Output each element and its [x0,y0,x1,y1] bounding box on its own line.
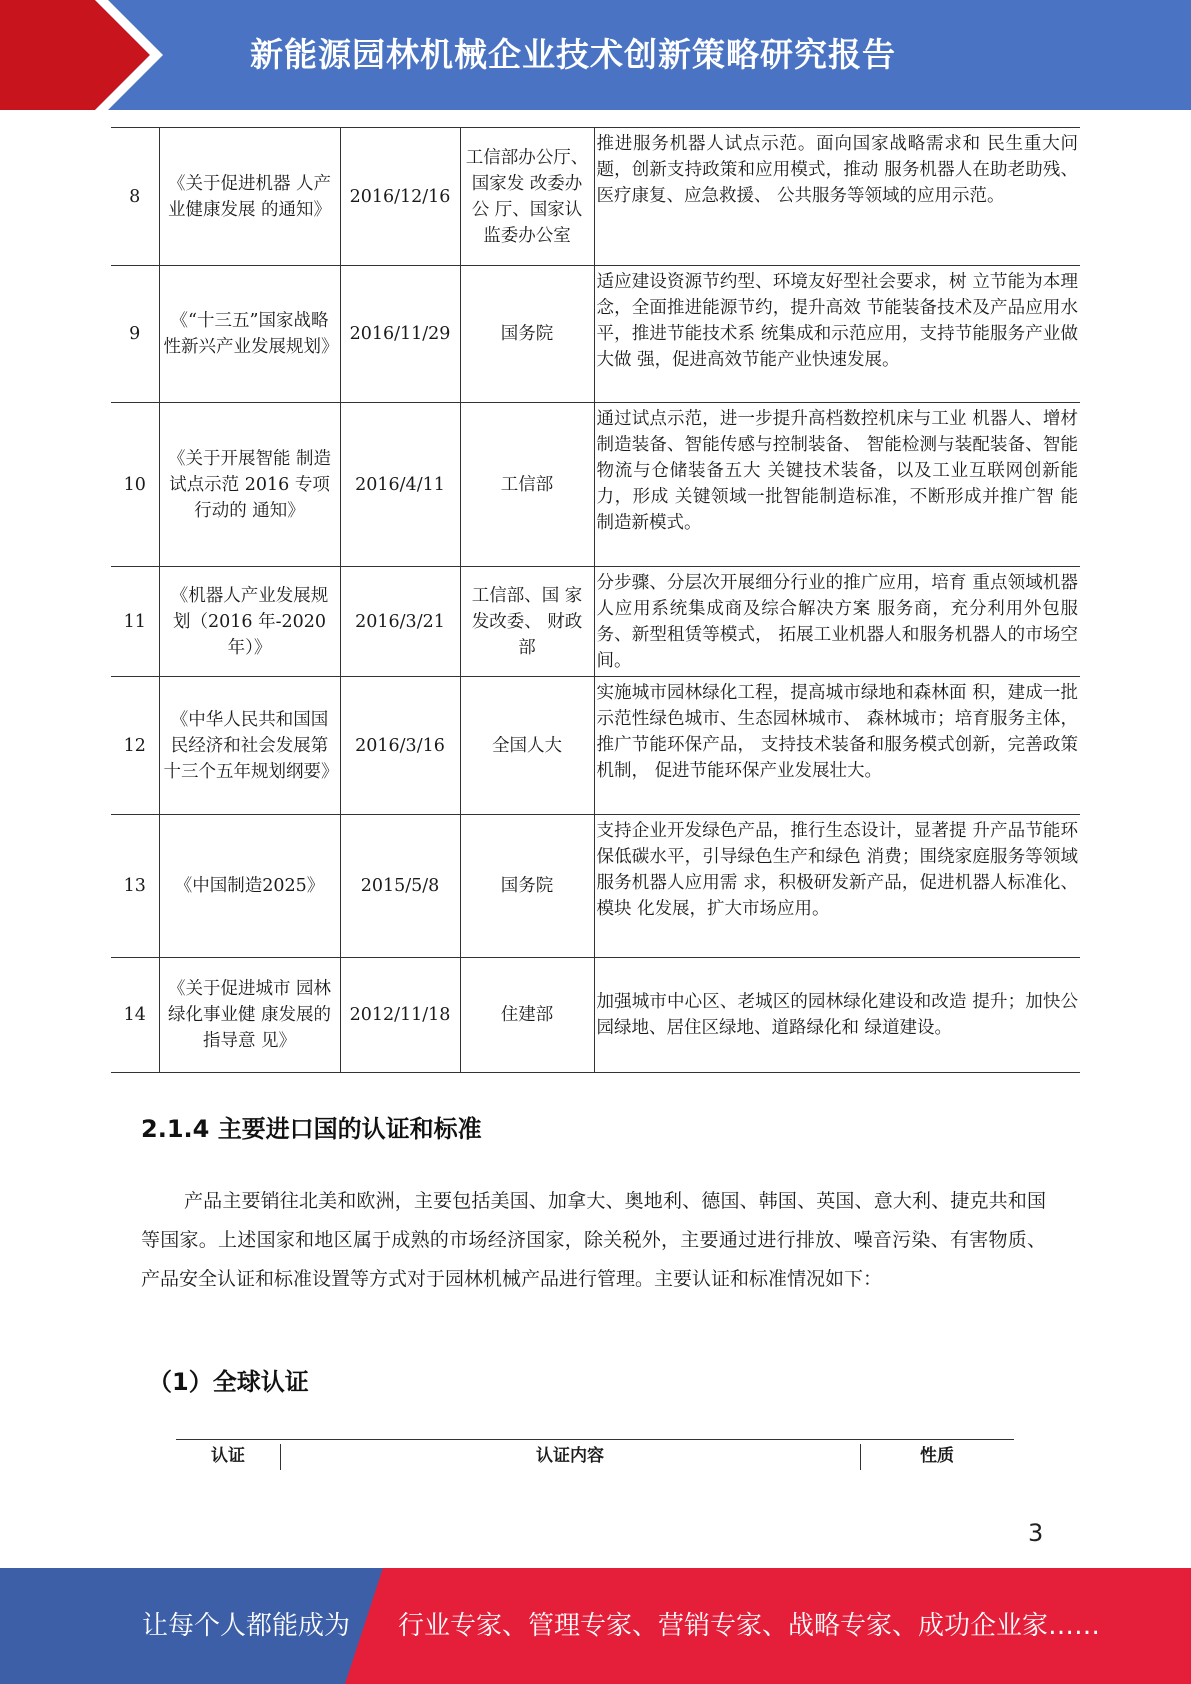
footer-slogan-right: 行业专家、管理专家、营销专家、战略专家、成功企业家…… [398,1611,1101,1641]
issuing-department: 国务院 [460,815,594,958]
report-title: 新能源园林机械企业技术创新策略研究报告 [250,35,896,74]
section-heading: 2.1.4 主要进口国的认证和标准 [141,1115,482,1143]
policy-table [111,127,1080,1073]
policy-name: 《关于促进城市 园林绿化事业健 康发展的指导意 见》 [159,958,340,1073]
policy-content: 适应建设资源节约型、环境友好型社会要求，树 立节能为本理念，全面推进能源节约，提升高效 节能装备技术及产品应用水平，推进节能技术系 统集成和示范应用，支持节能服务产业做大做 强，促进高效节能产业快速发展。 [594,266,1080,403]
issuing-department: 全国人大 [460,677,594,815]
policy-date: 2016/3/21 [340,567,460,677]
policy-name: 《“十三五”国家战略性新兴产业发展规划》 [159,266,340,403]
issuing-department: 国务院 [460,266,594,403]
row-number: 12 [111,677,159,815]
policy-date: 2016/3/16 [340,677,460,815]
policy-date: 2016/4/11 [340,403,460,567]
row-number: 10 [111,403,159,567]
policy-date: 2015/5/8 [340,815,460,958]
header-red-arrow [0,0,150,110]
policy-name: 《关于开展智能 制造试点示范 2016 专项行动的 通知》 [159,403,340,567]
issuing-department: 工信部、国 家发改委、 财政部 [460,567,594,677]
policy-date: 2016/12/16 [340,128,460,266]
page-footer [0,1568,1191,1684]
table-row [111,677,1080,815]
policy-content: 分步骤、分层次开展细分行业的推广应用，培育 重点领域机器人应用系统集成商及综合解决方案 服务商，充分利用外包服务、新型租赁等模式， 拓展工业机器人和服务机器人的市场空间。 [594,567,1080,677]
row-number: 8 [111,128,159,266]
policy-name: 《机器人产业发展规划（2016 年-2020 年）》 [159,567,340,677]
row-number: 13 [111,815,159,958]
certification-table-header [176,1439,1014,1471]
column-header-nature: 性质 [920,1446,954,1466]
table-row [111,567,1080,677]
policy-name: 《关于促进机器 人产业健康发展 的通知》 [159,128,340,266]
issuing-department: 工信部 [460,403,594,567]
row-number: 9 [111,266,159,403]
column-header-cert: 认证 [211,1446,245,1466]
policy-content: 加强城市中心区、老城区的园林绿化建设和改造 提升；加快公园绿地、居住区绿地、道路绿化和 绿道建设。 [594,958,1080,1073]
policy-date: 2016/11/29 [340,266,460,403]
policy-content: 通过试点示范，进一步提升高档数控机床与工业 机器人、增材制造装备、智能传感与控制装备、 智能检测与装配装备、智能物流与仓储装备五大 关键技术装备，以及工业互联网创新能力，形成 关键领域一批智能制造标准，不断形成并推广智 能制造新模式。 [594,403,1080,567]
footer-slogan-left: 让每个人都能成为 [142,1611,351,1641]
table-row [111,958,1080,1073]
row-number: 14 [111,958,159,1073]
table-row [111,815,1080,958]
page-header [0,0,1191,110]
table-row [111,403,1080,567]
row-number: 11 [111,567,159,677]
column-header-content: 认证内容 [536,1446,604,1466]
policy-name: 《中华人民共和国国民经济和社会发展第十三个五年规划纲要》 [159,677,340,815]
policy-content: 推进服务机器人试点示范。面向国家战略需求和 民生重大问题，创新支持政策和应用模式，推动 服务机器人在助老助残、医疗康复、应急救援、 公共服务等领域的应用示范。 [594,128,1080,266]
issuing-department: 工信部办公厅、国家发 改委办公 厅、国家认 监委办公室 [460,128,594,266]
subsection-heading: （1）全球认证 [148,1368,309,1396]
issuing-department: 住建部 [460,958,594,1073]
policy-content: 实施城市园林绿化工程，提高城市绿地和森林面 积，建成一批示范性绿色城市、生态园林城市、 森林城市；培育服务主体，推广节能环保产品， 支持技术装备和服务模式创新，完善政策机制， 促进节能环保产业发展壮大。 [594,677,1080,815]
policy-content: 支持企业开发绿色产品，推行生态设计，显著提 升产品节能环保低碳水平，引导绿色生产和绿色 消费；围绕家庭服务等领域服务机器人应用需 求，积极研发新产品，促进机器人标准化、模块 化发展，扩大市场应用。 [594,815,1080,958]
section-paragraph: 产品主要销往北美和欧洲，主要包括美国、加拿大、奥地利、德国、韩国、英国、意大利、捷克共和国等国家。上述国家和地区属于成熟的市场经济国家，除关税外，主要通过进行排放、噪音污染、有害物质、产品安全认证和标准设置等方式对于园林机械产品进行管理。主要认证和标准情况如下： [141,1190,1046,1290]
table-row [111,266,1080,403]
table-row [111,128,1080,266]
policy-name: 《中国制造2025》 [159,815,340,958]
policy-date: 2012/11/18 [340,958,460,1073]
page-number: 3 [1028,1519,1044,1547]
